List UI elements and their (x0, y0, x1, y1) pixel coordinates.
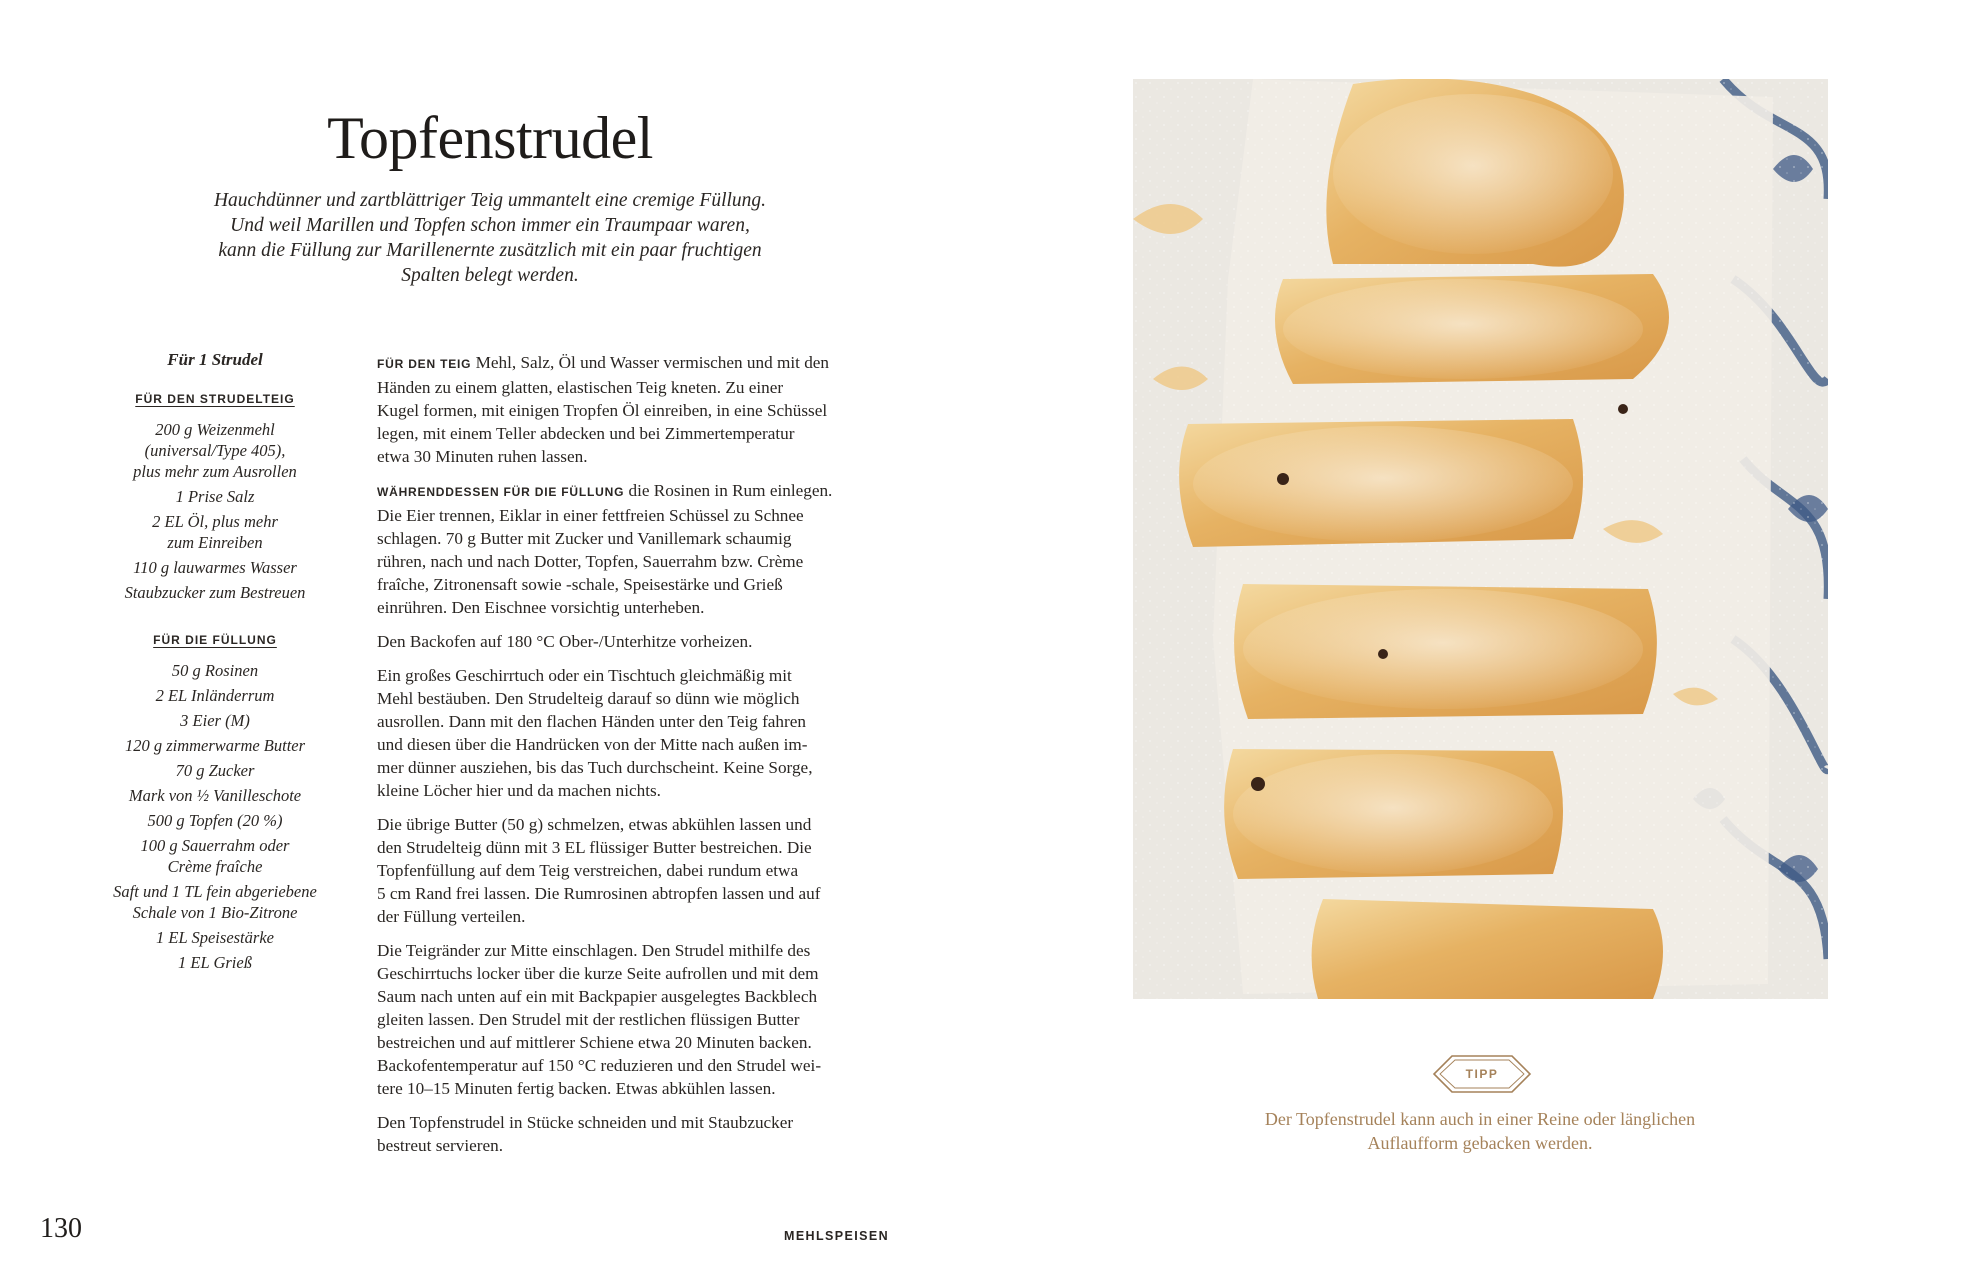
method-line: Ein großes Geschirrtuch oder ein Tischtuch gleichmäßig mit (377, 666, 792, 685)
intro-line: Hauchdünner und zartblättriger Teig ummantelt eine cremige Füllung. (213, 190, 767, 211)
intro-line: Spalten belegt werden. (401, 265, 579, 286)
ingredients-column (95, 350, 335, 1003)
ingredient-line: plus mehr zum Ausrollen (133, 462, 297, 481)
recipe-yield: Für 1 Strudel (167, 350, 263, 369)
method-line: Den Backofen auf 180 °C Ober-/Unterhitze vorheizen. (377, 632, 753, 651)
ingredient-line: 2 EL Inländerrum (155, 686, 275, 705)
ingredient-line: Staubzucker zum Bestreuen (124, 583, 306, 602)
method-line (377, 479, 877, 504)
method-line: legen, mit einem Teller abdecken und bei Zimmertemperatur (377, 424, 795, 443)
method-line: den Strudelteig dünn mit 3 EL flüssiger Butter bestreichen. Die (377, 838, 812, 857)
method-line: fraîche, Zitronensaft sowie -schale, Speisestärke und Grieß (377, 575, 783, 594)
sugar-dusting (1243, 589, 1643, 709)
method-line: Händen zu einem glatten, elastischen Teig kneten. Zu einer (377, 378, 784, 397)
method-step (377, 1111, 877, 1157)
ingredient-item (95, 557, 335, 578)
raisin (1618, 404, 1628, 414)
ingredient-line: 120 g zimmerwarme Butter (124, 736, 306, 755)
strudel-slice (1312, 899, 1663, 999)
intro-line: Und weil Marillen und Topfen schon immer ein Traumpaar waren, (230, 215, 750, 236)
ingredient-list-dough (95, 419, 335, 603)
step-lead: WÄHRENDDESSEN FÜR DIE FÜLLUNG (377, 485, 625, 499)
method-line: bestreichen und auf mittlerer Schiene etwa 20 Minuten backen. (377, 1033, 812, 1052)
raisin (1251, 777, 1265, 791)
strudel-photo (1133, 79, 1828, 999)
ingredient-line: 1 EL Grieß (178, 953, 252, 972)
method-step (377, 939, 877, 1100)
ingredient-item (95, 735, 335, 756)
raisin (1277, 473, 1289, 485)
sugar-dusting (1333, 94, 1613, 254)
method-text: Mehl, Salz, Öl und Wasser vermischen und mit den (471, 353, 830, 372)
tip-text (1200, 1107, 1760, 1155)
intro-line: kann die Füllung zur Marillenernte zusätzlich mit ein paar fruchtigen (218, 240, 762, 261)
method-line: kleine Löcher hier und da machen nichts. (377, 781, 661, 800)
step-lead: FÜR DEN TEIG (377, 357, 472, 371)
method-line: Backofentemperatur auf 150 °C reduzieren und den Strudel wei- (377, 1056, 822, 1075)
recipe-intro (170, 188, 810, 288)
sugar-dusting (1193, 426, 1573, 542)
recipe-page (0, 0, 983, 1280)
page-number: 130 (40, 1213, 82, 1244)
method-line: Kugel formen, mit einigen Tropfen Öl einreiben, in eine Schüssel (377, 401, 828, 420)
ingredient-line: Mark von ½ Vanilleschote (128, 786, 302, 805)
ingredient-line: 100 g Sauerrahm oder (140, 836, 290, 855)
ingredient-line: 50 g Rosinen (171, 661, 259, 680)
ingredient-item (95, 881, 335, 923)
method-line: etwa 30 Minuten ruhen lassen. (377, 447, 588, 466)
method-line: gleiten lassen. Den Strudel mit der restlichen flüssigen Butter (377, 1010, 800, 1029)
method-step (377, 664, 877, 802)
method-line: mer dünner ausziehen, bis das Tuch durchscheint. Keine Sorge, (377, 758, 813, 777)
ingredient-item (95, 810, 335, 831)
method-line: Die übrige Butter (50 g) schmelzen, etwas abkühlen lassen und (377, 815, 812, 834)
method-step (377, 630, 877, 653)
method-step (377, 479, 877, 619)
method-line: Mehl bestäuben. Den Strudelteig darauf so dünn wie möglich (377, 689, 800, 708)
method-line: bestreut servieren. (377, 1136, 503, 1155)
method-line: und diesen über die Handrücken von der Mitte nach außen im- (377, 735, 808, 754)
ingredient-item (95, 785, 335, 806)
sugar-dusting (1233, 754, 1553, 874)
ingredient-line: Crème fraîche (167, 857, 263, 876)
method-line: Topfenfüllung auf dem Teig verstreichen, dabei rundum etwa (377, 861, 799, 880)
ingredient-list-filling (95, 660, 335, 973)
ingredient-group-heading: FÜR DIE FÜLLUNG (153, 633, 277, 647)
method-line: 5 cm Rand frei lassen. Die Rumrosinen abtropfen lassen und auf (377, 884, 821, 903)
ingredient-line: 2 EL Öl, plus mehr (152, 512, 278, 531)
method-line: der Füllung verteilen. (377, 907, 526, 926)
ingredient-item (95, 760, 335, 781)
ingredient-line: 110 g lauwarmes Wasser (133, 558, 297, 577)
ingredient-line: 3 Eier (M) (180, 711, 250, 730)
ingredient-item (95, 952, 335, 973)
method-line: Die Teigränder zur Mitte einschlagen. Den Strudel mithilfe des (377, 941, 811, 960)
ingredient-line: 200 g Weizenmehl (155, 420, 275, 439)
recipe-title: Topfenstrudel (327, 105, 653, 171)
ingredient-line: 70 g Zucker (175, 761, 255, 780)
sugar-dusting (1283, 279, 1643, 379)
ingredient-item (95, 582, 335, 603)
ingredient-item (95, 419, 335, 482)
method-line: Geschirrtuchs locker über die kurze Seite aufrollen und mit dem (377, 964, 819, 983)
ingredient-line: 1 EL Speisestärke (156, 928, 274, 947)
ingredient-item (95, 927, 335, 948)
method-step (377, 351, 877, 468)
method-line (377, 351, 877, 376)
strudel-photo-illustration (1133, 79, 1828, 999)
ingredient-line: zum Einreiben (167, 533, 263, 552)
tip-badge (1432, 1054, 1532, 1094)
chapter-label: MEHLSPEISEN (784, 1229, 889, 1243)
ingredient-line: Schale von 1 Bio-Zitrone (132, 903, 298, 922)
tip-line: Der Topfenstrudel kann auch in einer Reine oder länglichen (1264, 1109, 1696, 1129)
ingredient-line: 500 g Topfen (20 %) (147, 811, 283, 830)
ingredient-line: (universal/Type 405), (144, 441, 286, 460)
method-step (377, 813, 877, 928)
method-line: rühren, nach und nach Dotter, Topfen, Sauerrahm bzw. Crème (377, 552, 804, 571)
method-line: Die Eier trennen, Eiklar in einer fettfreien Schüssel zu Schnee (377, 506, 804, 525)
method-text: die Rosinen in Rum einlegen. (624, 481, 833, 500)
ingredient-item (95, 835, 335, 877)
method-line: schlagen. 70 g Butter mit Zucker und Vanillemark schaumig (377, 529, 792, 548)
ingredient-item (95, 511, 335, 553)
method-line: einrühren. Den Eischnee vorsichtig unterheben. (377, 598, 705, 617)
tip-line: Auflaufform gebacken werden. (1367, 1133, 1593, 1153)
ingredient-line: Saft und 1 TL fein abgeriebene (113, 882, 317, 901)
method-line: Saum nach unten auf ein mit Backpapier ausgelegtes Backblech (377, 987, 818, 1006)
method-line: ausrollen. Dann mit den flachen Händen unter den Teig fahren (377, 712, 806, 731)
ingredient-group-heading: FÜR DEN STRUDELTEIG (135, 392, 295, 406)
method-line: Den Topfenstrudel in Stücke schneiden und mit Staubzucker (377, 1113, 794, 1132)
raisin (1378, 649, 1388, 659)
ingredient-line: 1 Prise Salz (175, 487, 255, 506)
method-column (377, 351, 877, 1168)
ingredient-item (95, 486, 335, 507)
ingredient-item (95, 685, 335, 706)
ingredient-item (95, 710, 335, 731)
ingredient-item (95, 660, 335, 681)
tip-badge-label: TIPP (1465, 1067, 1499, 1081)
method-line: tere 10–15 Minuten fertig backen. Etwas abkühlen lassen. (377, 1079, 776, 1098)
